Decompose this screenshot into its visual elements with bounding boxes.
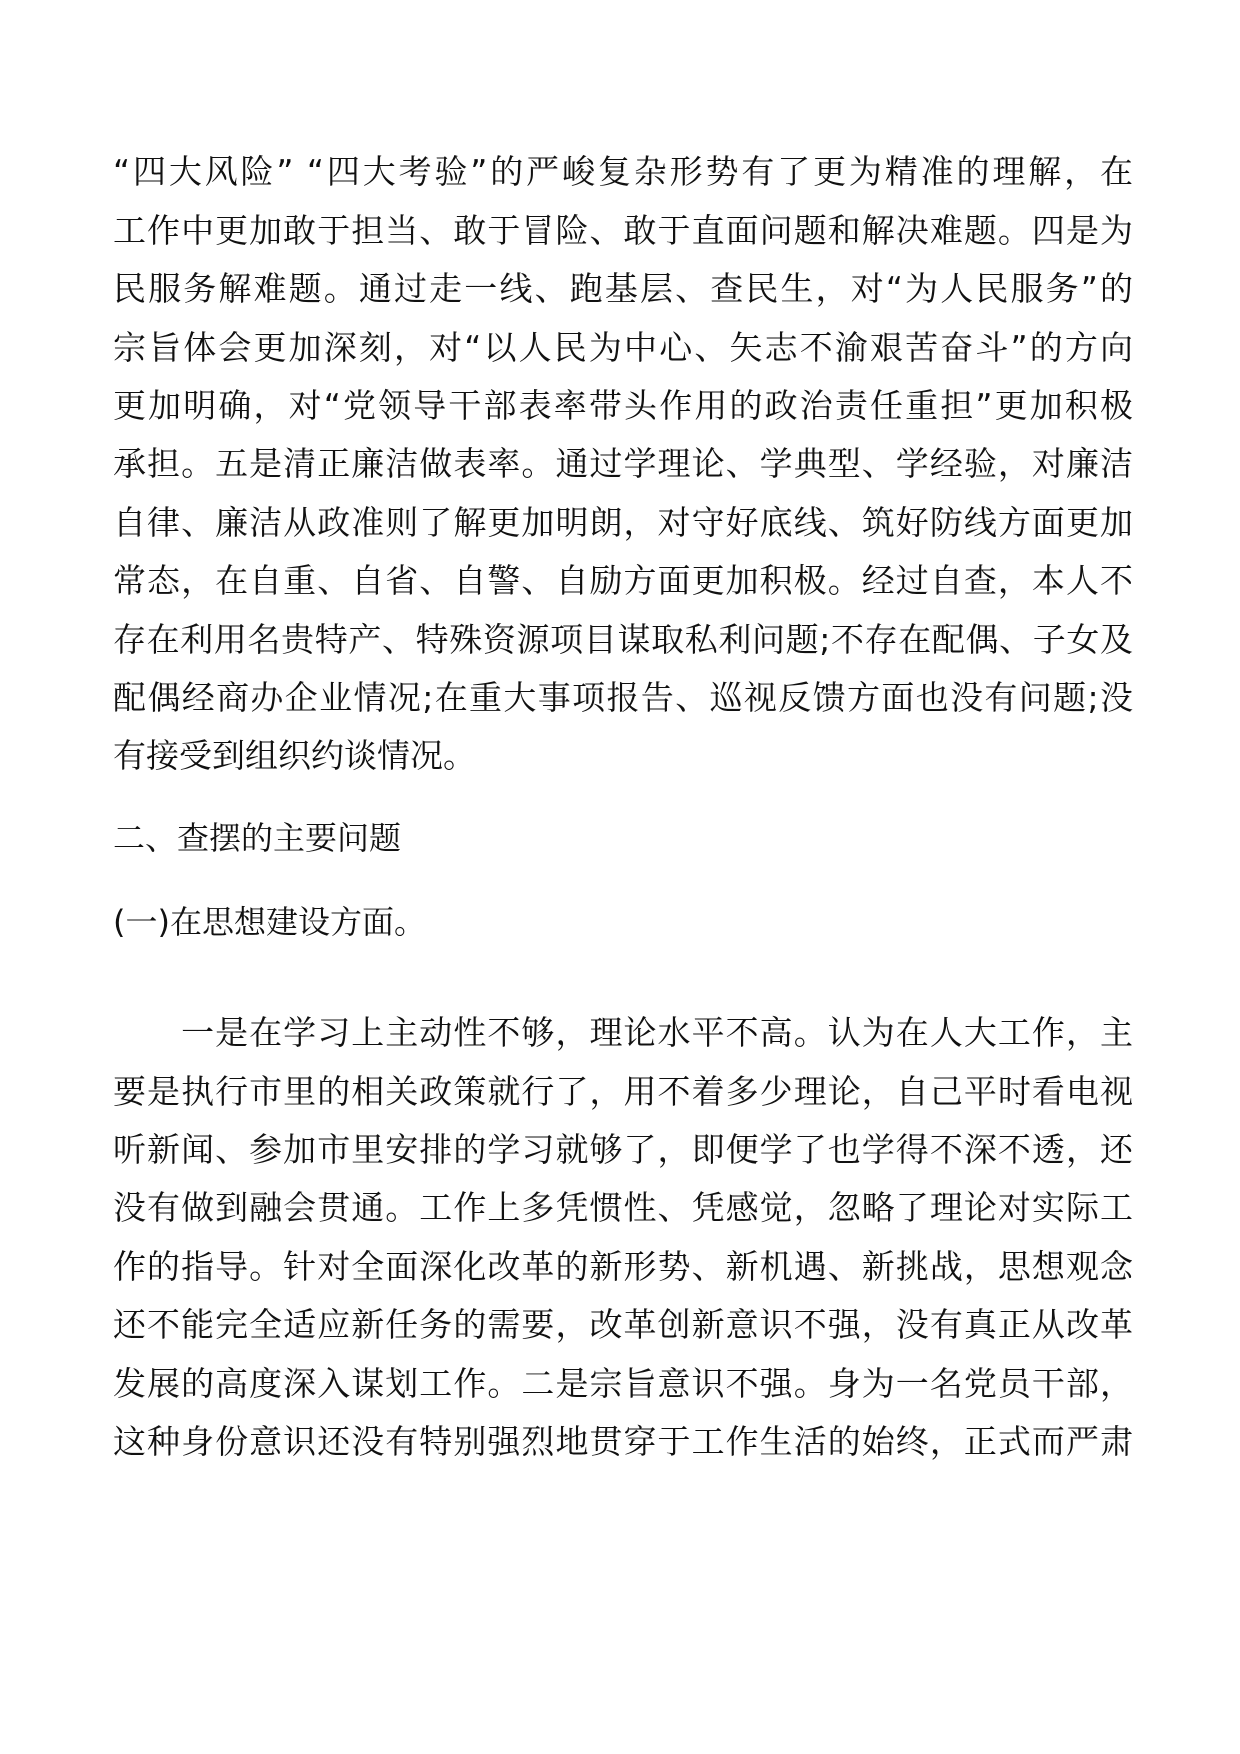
- paragraph-1-line-6: 承担。五是清正廉洁做表率。通过学理论、学典型、学经验，对廉洁: [113, 444, 1133, 483]
- section-heading: 二、查摆的主要问题: [113, 819, 402, 857]
- paragraph-1-line-11: 有接受到组织约谈情况。: [113, 736, 476, 775]
- paragraph-2-line-4: 没有做到融会贯通。工作上多凭惯性、凭感觉，忽略了理论对实际工: [113, 1188, 1133, 1227]
- paragraph-2-line-1: 一是在学习上主动性不够，理论水平不高。认为在人大工作，主: [113, 1013, 1133, 1052]
- paragraph-1-line-4: 宗旨体会更加深刻，对“以人民为中心、矢志不渝艰苦奋斗”的方向: [113, 328, 1133, 367]
- paragraph-1-line-1: “四大风险” “四大考验”的严峻复杂形势有了更为精准的理解，在: [113, 152, 1133, 191]
- paragraph-1-line-7: 自律、廉洁从政准则了解更加明朗，对守好底线、筑好防线方面更加: [113, 503, 1133, 542]
- paragraph-1-line-8: 常态，在自重、自省、自警、自励方面更加积极。经过自查，本人不: [113, 561, 1133, 600]
- paragraph-1-line-2: 工作中更加敢于担当、敢于冒险、敢于直面问题和解决难题。四是为: [113, 211, 1133, 250]
- paragraph-2-line-3: 听新闻、参加市里安排的学习就够了，即便学了也学得不深不透，还: [113, 1130, 1133, 1169]
- paragraph-2-line-5: 作的指导。针对全面深化改革的新形势、新机遇、新挑战，思想观念: [113, 1247, 1133, 1286]
- paragraph-1-line-9: 存在利用名贵特产、特殊资源项目谋取私利问题;不存在配偶、子女及: [113, 620, 1133, 659]
- paragraph-2-line-6: 还不能完全适应新任务的需要，改革创新意识不强，没有真正从改革: [113, 1305, 1133, 1344]
- paragraph-1-line-10: 配偶经商办企业情况;在重大事项报告、巡视反馈方面也没有问题;没: [113, 678, 1133, 717]
- paragraph-2-line-7: 发展的高度深入谋划工作。二是宗旨意识不强。身为一名党员干部，: [113, 1364, 1133, 1403]
- paragraph-2-line-2: 要是执行市里的相关政策就行了，用不着多少理论，自己平时看电视: [113, 1072, 1133, 1111]
- paragraph-2-line-8: 这种身份意识还没有特别强烈地贯穿于工作生活的始终，正式而严肃: [113, 1422, 1133, 1461]
- paragraph-1-line-3: 民服务解难题。通过走一线、跑基层、查民生，对“为人民服务”的: [113, 269, 1133, 308]
- subsection-heading: (一)在思想建设方面。: [113, 903, 426, 941]
- paragraph-1-line-5: 更加明确，对“党领导干部表率带头作用的政治责任重担”更加积极: [113, 386, 1133, 425]
